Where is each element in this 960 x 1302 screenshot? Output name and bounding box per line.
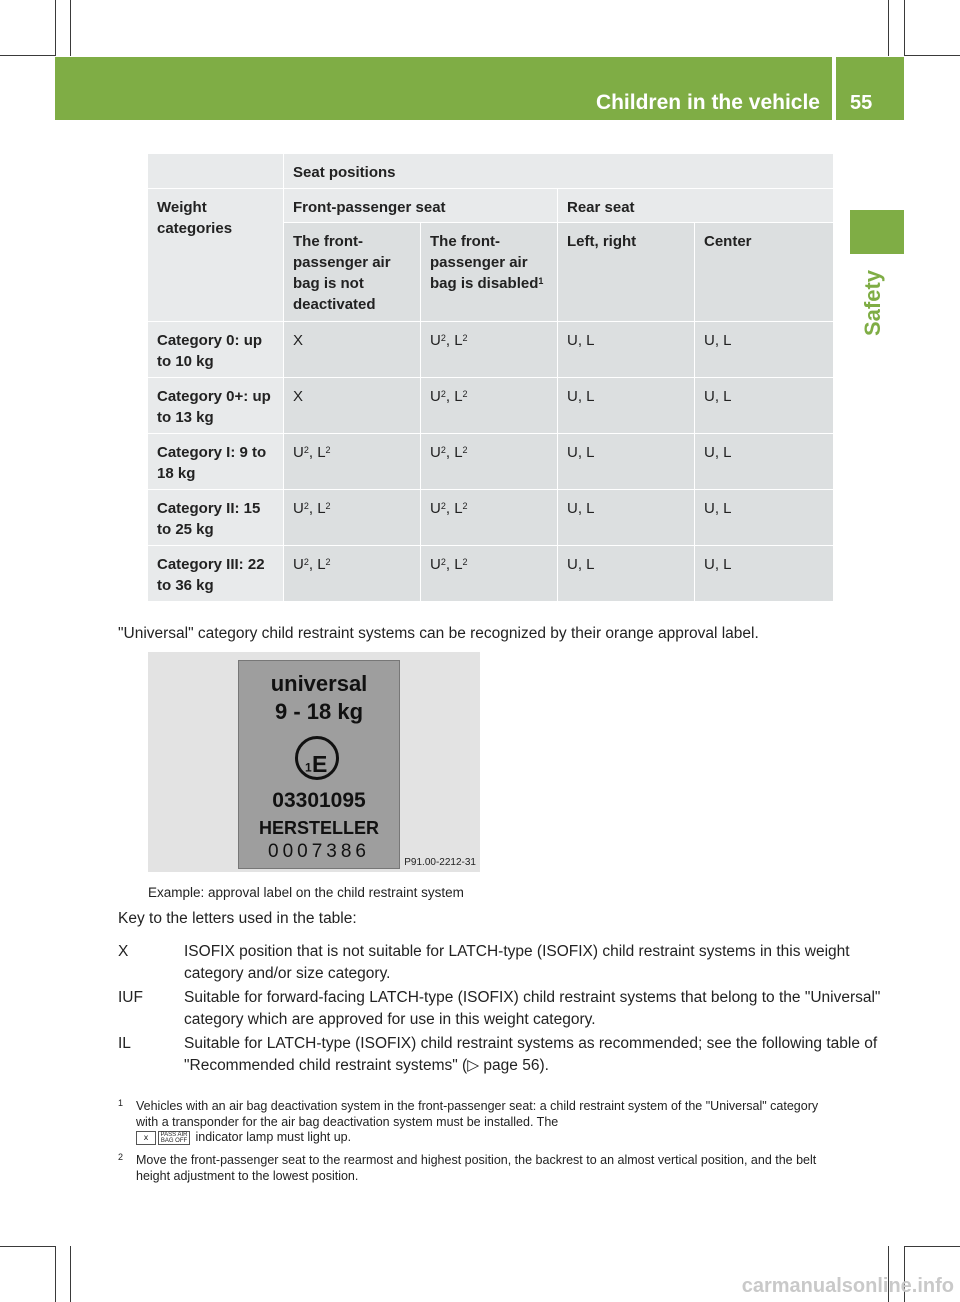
key-text: ISOFIX position that is not suitable for LATCH-type (ISOFIX) child restraint systems in this weight category and/or size category. (184, 943, 850, 982)
crop-mark (888, 0, 889, 56)
header-weight-categories: Weight categories (148, 189, 283, 321)
header-seat-positions: Seat positions (284, 154, 833, 188)
crop-mark (55, 1246, 56, 1302)
watermark: carmanualsonline.info (741, 1275, 954, 1297)
crop-mark (0, 55, 55, 56)
key-code: IUF (118, 989, 143, 1006)
crop-mark (70, 1246, 71, 1302)
airbag-off-icon: ⅹ (136, 1131, 156, 1145)
table-row-category: Category II: 15 to 25 kg (148, 490, 283, 545)
table-cell: U, L (558, 546, 694, 601)
table-cell: U, L (695, 434, 833, 489)
side-tab (850, 210, 904, 254)
header-front-passenger-seat: Front-passenger seat (284, 189, 557, 222)
label-approval-number: 03301095 (272, 789, 366, 812)
subheader-airbag-disabled (421, 223, 557, 321)
table-cell: U, L (695, 490, 833, 545)
e-mark: E (312, 751, 328, 777)
table-cell: $U^2$, $L^2$ (421, 546, 557, 601)
e-mark-sub: 1 (305, 760, 312, 775)
header-bar (55, 57, 832, 120)
pass-airbag-off-icon: PASS AIR BAG OFF (158, 1131, 190, 1145)
subheader-text: Left, right (567, 233, 637, 250)
label-manufacturer: HERSTELLER (258, 818, 379, 838)
table-cell: U, L (558, 434, 694, 489)
crop-mark (70, 0, 71, 56)
crop-mark (55, 0, 56, 56)
table-cell: X (284, 322, 420, 377)
table-cell: U, L (695, 322, 833, 377)
footnote-body: Vehicles with an air bag deactivation system in the front-passenger seat: a child restraint system of the "Universal" category with a transponder for the air bag deactivation system must be installed. The (136, 1099, 819, 1129)
section-title: Children in the vehicle (595, 91, 820, 114)
header-rear-seat: Rear seat (558, 189, 833, 222)
crop-mark (904, 0, 905, 56)
key-code: IL (118, 1035, 131, 1052)
table-row-category: Category 0: up to 10 kg (148, 322, 283, 377)
subheader-center (695, 223, 833, 321)
image-id: P91.00-2212-31 (404, 857, 476, 868)
table-cell: $U^2$, $L^2$ (421, 434, 557, 489)
table-row-category: Category 0+: up to 13 kg (148, 378, 283, 433)
universal-note: "Universal" category child restraint systems can be recognized by their orange approval label. (118, 625, 759, 642)
image-caption: Example: approval label on the child restraint system (148, 885, 464, 900)
label-universal: universal (270, 671, 368, 696)
subheader-airbag-not-deactivated (284, 223, 420, 321)
subheader-text: The front-passenger air bag is disabled (430, 233, 539, 292)
table-corner (148, 154, 283, 188)
table-row-category: Category III: 22 to 36 kg (148, 546, 283, 601)
label-weight: 9 - 18 kg (274, 699, 364, 724)
crop-mark (905, 55, 960, 56)
table-cell: U, L (558, 322, 694, 377)
table-cell: U, L (558, 378, 694, 433)
approval-label (238, 660, 400, 869)
side-label (852, 260, 902, 340)
key-text: Suitable for forward-facing LATCH-type (ISOFIX) child restraint systems that belong to the "Universal" category which are approved for use in this weight category. (184, 989, 881, 1028)
footnote-ref: 1 (538, 276, 544, 286)
crop-mark (905, 1246, 960, 1247)
table-cell: $U^2$, $L^2$ (421, 322, 557, 377)
table-cell: U, L (695, 546, 833, 601)
subheader-text: Center (704, 233, 752, 250)
key-code: X (118, 943, 129, 960)
footnote-number: 1 (118, 1098, 124, 1108)
table-cell: $U^2$, $L^2$ (421, 490, 557, 545)
table-cell: $U^2$, $L^2$ (284, 490, 420, 545)
table-cell: $U^2$, $L^2$ (284, 434, 420, 489)
table-cell: $U^2$, $L^2$ (421, 378, 557, 433)
key-text: Suitable for LATCH-type (ISOFIX) child restraint systems as recommended; see the following table of "Recommended child restraint systems" (▷ page 56). (184, 1035, 878, 1074)
key-intro: Key to the letters used in the table: (118, 910, 357, 927)
table-cell: U, L (695, 378, 833, 433)
table-cell: $U^2$, $L^2$ (284, 546, 420, 601)
table-cell: X (284, 378, 420, 433)
footnote-body-cont: indicator lamp must light up. (195, 1130, 352, 1144)
subheader-text: The front-passenger air bag is not deactivated (293, 233, 391, 313)
table-cell: U, L (558, 490, 694, 545)
footnote-text: Move the front-passenger seat to the rearmost and highest position, the backrest to an almost vertical position, and the belt height adjustment to the lowest position. (136, 1153, 817, 1183)
crop-mark (0, 1246, 55, 1247)
side-label-text: Safety (860, 269, 885, 336)
footnote-text (136, 1099, 836, 1146)
approval-label-image (148, 652, 480, 872)
page-number: 55 (850, 92, 873, 114)
footnote-number: 2 (118, 1152, 124, 1162)
e-mark-icon (295, 736, 339, 780)
label-serial: 0007386 (268, 841, 370, 862)
subheader-left-right (558, 223, 694, 321)
table-row-category: Category I: 9 to 18 kg (148, 434, 283, 489)
page-number-box (836, 57, 904, 120)
